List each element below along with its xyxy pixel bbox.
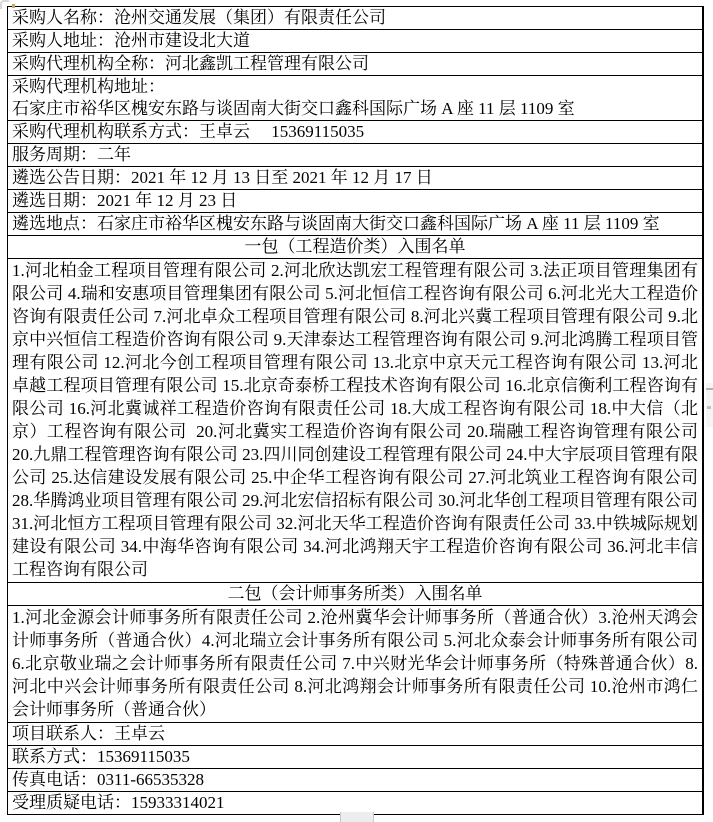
procurement-info-table — [7, 6, 704, 815]
service-period-label: 服务周期： — [12, 145, 97, 164]
row-selection-date — [8, 190, 702, 213]
contact-phone-value: 15369115035 — [97, 747, 190, 766]
purchaser-name-label: 采购人名称： — [12, 8, 114, 27]
announcement-date-label: 遴选公告日期： — [12, 168, 131, 187]
section1-company-list: 1.河北柏金工程项目管理有限公司 2.河北欣达凯宏工程管理有限公司 3.法正项目管理集团有限公司 4.瑞和安惠项目管理集团有限公司 5.河北恒信工程咨询有限公司 6.河北光大工程造价咨询有限责任公司 7.河北卓众工程项目管理有限公司 8.河北兴冀工程项目管理有限公司 9.北京中兴恒信工程造价咨询有限公司 9.天津泰达工程管理咨询有限公司 9.河北鸿腾工程项目管理有限公司 12.河北今创工程项目管理有限公司 13.北京中京天元工程咨询有限公司 13.河北卓越工程项目管理有限公司 15.北京奇泰桥工程技术咨询有限公司 16.北京信衡利工程咨询有限公司 16.河北冀诚祥工程造价咨询有限责任公司 18.大成工程咨询有限公司 18.中大信（北京）工程咨询有限公司 20.河北冀实工程造价咨询有限公司 20.瑞融工程咨询管理有限公司 20.九鼎工程管理咨询有限公司 23.四川同创建设工程管理有限公司 24.中大宇辰项目管理有限公司 25.达信建设发展有限公司 25.中企华工程咨询有限公司 27.河北筑业工程咨询有限公司 28.华腾鸿业项目管理有限公司 29.河北宏信招标有限公司 30.河北华创工程项目管理有限公司 31.河北恒方工程项目管理有限公司 32.河北天华工程造价咨询有限责任公司 33.中铁城际规划建设有限公司 34.中海华咨询有限公司 34.河北鸿翔天宇工程造价咨询有限公司 36.河北丰信工程咨询有限公司 — [8, 259, 702, 583]
section1-header: 一包（工程造价类）入围名单 — [8, 236, 702, 259]
row-purchaser-name — [8, 7, 702, 30]
row-agency-contact — [8, 121, 702, 144]
objection-phone-value: 15933314021 — [131, 793, 225, 812]
agency-contact-label: 采购代理机构联系方式： — [12, 122, 199, 141]
row-fax-number — [8, 769, 702, 792]
row-agency-name — [8, 53, 702, 76]
right-scrollbar-dot-icon — [707, 406, 711, 409]
fax-number-value: 0311-66535328 — [97, 770, 205, 789]
agency-name-value: 河北鑫凯工程管理有限公司 — [165, 54, 369, 73]
row-agency-address — [8, 76, 702, 121]
purchaser-name-value: 沧州交通发展（集团）有限责任公司 — [114, 8, 386, 27]
selection-date-label: 遴选日期： — [12, 191, 97, 210]
horizontal-scrollbar-thumb[interactable] — [340, 812, 374, 822]
row-objection-phone — [8, 792, 702, 814]
announcement-date-value: 2021 年 12 月 13 日至 2021 年 12 月 17 日 — [131, 168, 433, 187]
section2-header: 二包（会计师事务所类）入围名单 — [8, 583, 702, 606]
contact-phone-label: 联系方式： — [12, 747, 97, 766]
purchaser-address-label: 采购人地址： — [12, 31, 114, 50]
row-selection-venue — [8, 213, 702, 236]
section2-company-list: 1.河北金源会计师事务所有限责任公司 2.沧州冀华会计师事务所（普通合伙）3.沧州天鸿会计师事务所（普通合伙）4.河北瑞立会计事务所有限公司 5.河北众泰会计师事务所有限公司 6.北京敬业瑞之会计师事务所有限责任公司 7.中兴财光华会计师事务所（特殊普通合伙）8.河北中兴会计师事务所有限责任公司 8.河北鸿翔会计师事务所有限责任公司 10.沧州市鸿仁会计师事务所（普通合伙） — [8, 606, 702, 723]
row-service-period — [8, 144, 702, 167]
selection-venue-label: 遴选地点： — [12, 214, 97, 233]
service-period-value: 二年 — [97, 145, 131, 164]
right-scrollbar-tick-icon — [706, 388, 713, 390]
fax-number-label: 传真电话： — [12, 770, 97, 789]
window-corner-artifact — [0, 0, 9, 9]
purchaser-address-value: 沧州市建设北大道 — [114, 31, 250, 50]
row-announcement-date — [8, 167, 702, 190]
agency-contact-value: 王卓云 15369115035 — [199, 122, 365, 141]
agency-name-label: 采购代理机构全称： — [12, 54, 165, 73]
row-project-contact — [8, 723, 702, 746]
corner-dot-artifact — [12, 4, 15, 8]
row-contact-phone — [8, 746, 702, 769]
agency-address-label: 采购代理机构地址： — [12, 77, 165, 96]
objection-phone-label: 受理质疑电话： — [12, 793, 131, 812]
project-contact-value: 王卓云 — [114, 724, 165, 743]
selection-date-value: 2021 年 12 月 23 日 — [97, 191, 238, 210]
row-purchaser-address — [8, 30, 702, 53]
project-contact-label: 项目联系人： — [12, 724, 114, 743]
agency-address-value: 石家庄市裕华区槐安东路与谈固南大街交口鑫科国际广场 A 座 11 层 1109 室 — [12, 99, 575, 118]
selection-venue-value: 石家庄市裕华区槐安东路与谈固南大街交口鑫科国际广场 A 座 11 层 1109 室 — [97, 214, 660, 233]
